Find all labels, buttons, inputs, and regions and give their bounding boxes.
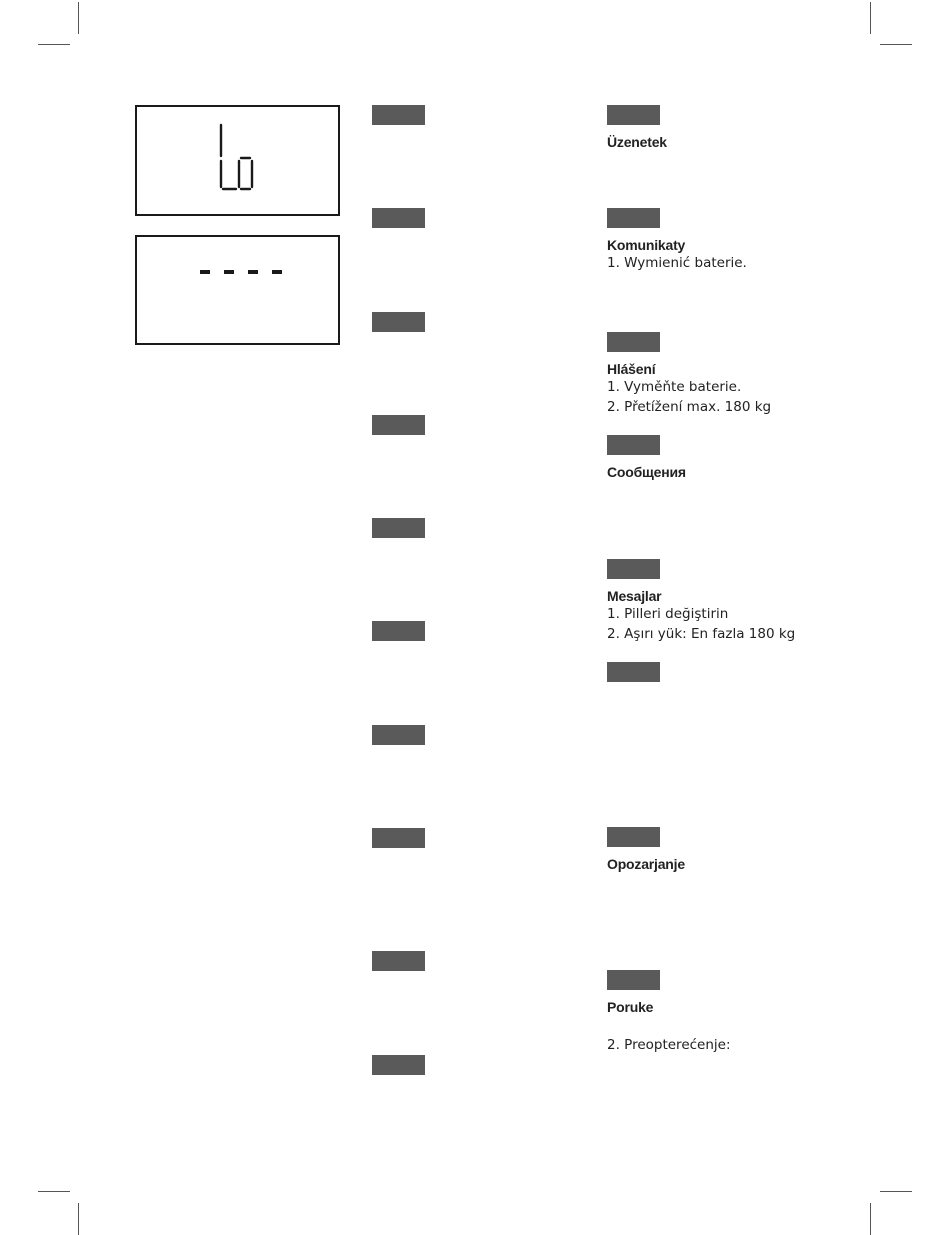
section-heading: Opozarjanje [607, 856, 685, 872]
section-tab [607, 970, 660, 990]
section-line [607, 1015, 927, 1035]
section-tab [607, 435, 660, 455]
section-heading: Hlášení [607, 361, 656, 377]
language-tab-7 [372, 725, 425, 745]
section-tab [607, 559, 660, 579]
lcd-dash-segments [137, 237, 342, 347]
section-heading: Poruke [607, 999, 654, 1015]
language-tab-1 [372, 105, 425, 125]
crop-mark-bottom-right-h [880, 1191, 912, 1192]
section-heading: Сообщения [607, 464, 686, 480]
language-tab-6 [372, 621, 425, 641]
section-heading: Komunikaty [607, 237, 686, 253]
section-hungarian [607, 105, 927, 150]
language-tab-10 [372, 1055, 425, 1075]
language-tab-9 [372, 951, 425, 971]
section-tab [607, 208, 660, 228]
section-slovenian [607, 827, 927, 872]
section-tab [607, 827, 660, 847]
section-tab [607, 332, 660, 352]
crop-mark-bottom-left-h [38, 1191, 70, 1192]
section-line: 1. Vyměňte baterie. [607, 379, 742, 395]
language-tab-3 [372, 312, 425, 332]
section-czech [607, 332, 927, 417]
section-polish [607, 208, 927, 273]
section-heading: Mesajlar [607, 588, 662, 604]
section-line: 1. Wymienić baterie. [607, 255, 747, 271]
language-tab-2 [372, 208, 425, 228]
section-line: 2. Aşırı yük: En fazla 180 kg [607, 626, 796, 642]
crop-mark-top-right-h [880, 44, 912, 45]
crop-mark-top-left-v [78, 2, 79, 34]
section-blank [607, 662, 927, 682]
section-heading: Üzenetek [607, 134, 667, 150]
section-line: 1. Pilleri değiştirin [607, 606, 729, 622]
crop-mark-bottom-right-v [870, 1203, 871, 1235]
lcd-lo-segments [137, 107, 342, 218]
section-turkish [607, 559, 927, 644]
section-tab [607, 662, 660, 682]
crop-mark-top-right-v [870, 2, 871, 34]
crop-mark-top-left-h [38, 44, 70, 45]
lcd-display-dashes [135, 235, 340, 345]
language-tab-5 [372, 518, 425, 538]
lcd-display-lo [135, 105, 340, 216]
crop-mark-bottom-left-v [78, 1203, 79, 1235]
section-line: 2. Preopterećenje: [607, 1037, 731, 1053]
section-croatian [607, 970, 927, 1055]
section-russian [607, 435, 927, 480]
section-line: 2. Přetížení max. 180 kg [607, 399, 772, 415]
language-tab-8 [372, 828, 425, 848]
language-tab-4 [372, 415, 425, 435]
section-tab [607, 105, 660, 125]
